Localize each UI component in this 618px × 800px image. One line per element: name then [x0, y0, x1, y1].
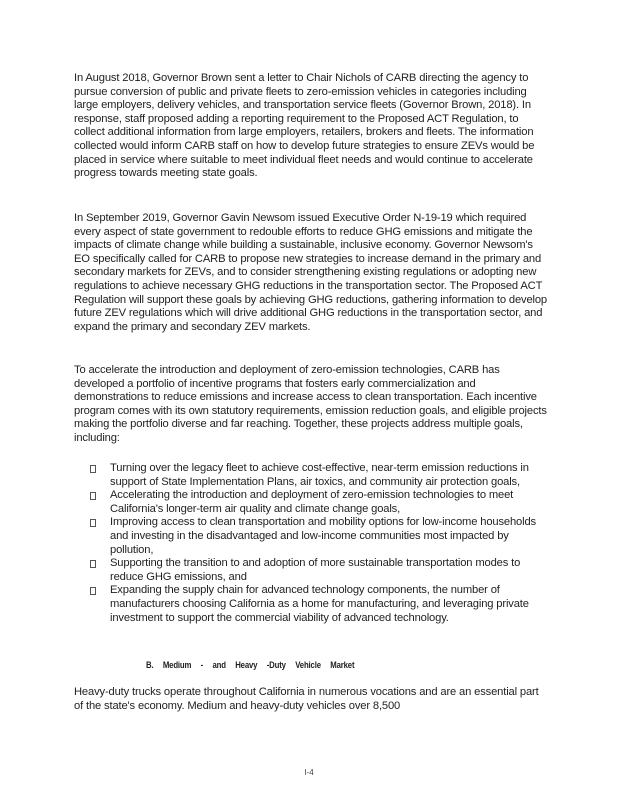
- list-item: [90, 557, 550, 584]
- goals-bullet-list: [90, 462, 550, 625]
- page-number: I-4: [304, 768, 314, 777]
- paragraph-executive-order: In September 2019, Governor Gavin Newsom issued Executive Order N-19-19 which required every aspect of state government to redouble efforts to reduce GHG emissions and mitigate the impacts of climate change while building a sustainable, inclusive economy. Governor Newsom's EO specifically called for CARB to propose new strategies to increase demand in the primary and secondary markets for ZEVs, and to consider strengthening existing regulations or adopting new regulations to achieve necessary GHG reductions in the transportation sector. The Proposed ACT Regulation will support these goals by achieving GHG reductions, gathering information to develop future ZEV regulations which will drive additional GHG reductions in the transportation sector, and expand the primary and secondary ZEV markets.: [74, 212, 548, 333]
- list-item-text: Improving access to clean transportation and mobility options for low-income households and investing in the disadvantaged and low-income communities most impacted by pollution,: [110, 516, 536, 556]
- list-item: [90, 584, 550, 625]
- list-item-text: Turning over the legacy fleet to achieve cost-effective, near-term emission reductions in support of State Implementation Plans, air toxics, and community air protection goals,: [110, 462, 529, 488]
- paragraph-executive-letter: In August 2018, Governor Brown sent a letter to Chair Nichols of CARB directing the agency to pursue conversion of public and private fleets to zero-emission vehicles in categories including large employers, delivery vehicles, and transportation service fleets (Governor Brown, 2018). In response, staff proposed adding a reporting requirement to the Proposed ACT Regulation, to collect additional information from large employers, retailers, brokers and fleets. The information collected would inform CARB staff on how to develop future strategies to ensure ZEVs would be placed in service where suitable to meet individual fleet needs and would continue to accelerate progress towards meeting state goals.: [74, 72, 535, 180]
- section-heading: B. Medium - and Heavy -Duty Vehicle Market: [146, 660, 355, 671]
- list-item: [90, 462, 550, 489]
- bullet-box-icon: [90, 492, 96, 500]
- paragraph-incentive-programs: To accelerate the introduction and deployment of zero-emission technologies, CARB has developed a portfolio of incentive programs that fosters early commercialization and demonstrations to reduce emissions and increase access to clean transportation. Each incentive program comes with its own statutory requirements, emission reduction goals, and eligible projects making the portfolio diverse and far reaching. Together, these projects address multiple goals, including:: [74, 364, 547, 444]
- list-item-text: Supporting the transition to and adoption of more sustainable transportation modes to reduce GHG emissions, and: [110, 557, 521, 583]
- bullet-box-icon: [90, 519, 96, 527]
- paragraph-heavy-duty-trucks: Heavy-duty trucks operate throughout California in numerous vocations and are an essential part of the state's economy. Medium and heavy-duty vehicles over 8,500: [74, 686, 539, 712]
- bullet-box-icon: [90, 560, 96, 568]
- list-item-text: Expanding the supply chain for advanced technology components, the number of manufacturers choosing California as a home for manufacturing, and leveraging private investment to support the commercial viability of advanced technology.: [110, 584, 529, 624]
- bullet-box-icon: [90, 465, 96, 473]
- bullet-box-icon: [90, 587, 96, 595]
- list-item: [90, 489, 550, 516]
- list-item: [90, 516, 550, 557]
- list-item-text: Accelerating the introduction and deployment of zero-emission technologies to meet California's longer-term air quality and climate change goals,: [110, 489, 514, 515]
